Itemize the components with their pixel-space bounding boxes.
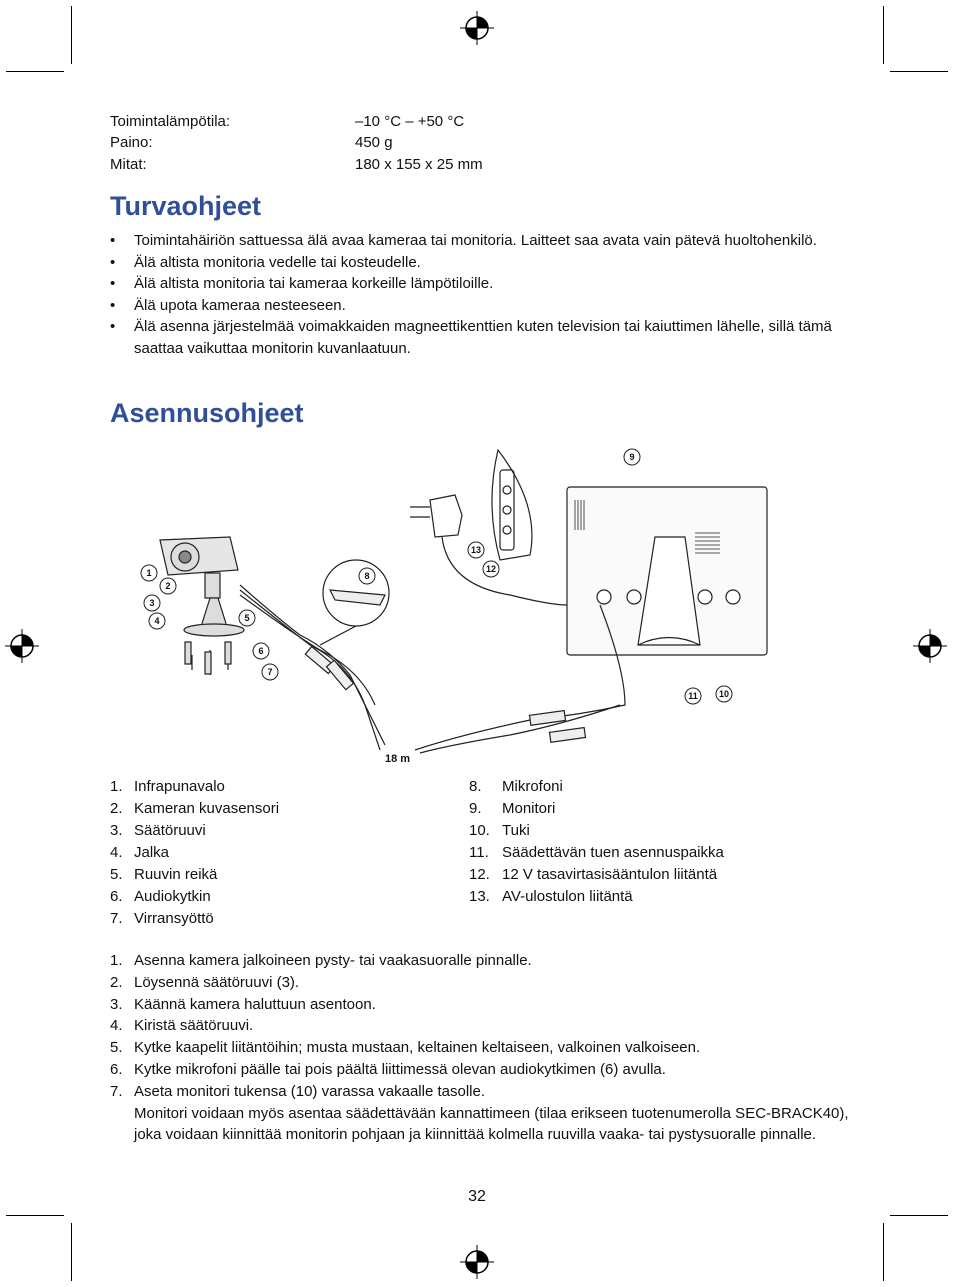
step-text: Aseta monitori tukensa (10) varassa vakaalle tasolle. xyxy=(134,1082,486,1100)
callout-label: 12 xyxy=(485,564,497,574)
item-number: 5. xyxy=(110,866,123,883)
item-number: 10. xyxy=(469,822,490,839)
item-text: Mikrofoni xyxy=(502,778,563,795)
spec-value: 450 g xyxy=(355,134,393,151)
list-item xyxy=(110,886,279,908)
step-extra-text: Monitori voidaan myös asentaa säädettävään kannattimeen (tilaa erikseen tuotenumerolla SEC-BRACK40), joka voidaan kiinnittää monitorin pohjaan ja kiinnittää kolmella ruuvilla vaaka- tai pystysuoralle pinnalle. xyxy=(134,1104,849,1144)
callout-label: 7 xyxy=(267,667,273,677)
callout-label: 10 xyxy=(718,689,730,699)
page-number: 32 xyxy=(468,1188,486,1205)
item-text: 12 V tasavirtasisääntulon liitäntä xyxy=(502,866,718,883)
cable-length-label: 18 m xyxy=(385,753,411,765)
parts-list-right xyxy=(469,776,724,908)
crop-mark xyxy=(71,6,72,64)
step-text: Kiristä säätöruuvi. xyxy=(134,1017,254,1035)
list-item: • Toimintahäiriön sattuessa älä avaa kameraa tai monitoria. Laitteet saa avata vain pätevä huoltohenkilö. xyxy=(110,232,817,249)
item-number: 9. xyxy=(469,800,482,817)
list-item xyxy=(110,972,850,994)
crop-mark xyxy=(890,1215,948,1216)
installation-diagram xyxy=(130,445,790,770)
step-text: Asenna kamera jalkoineen pysty- tai vaakasuoralle pinnalle. xyxy=(134,952,532,969)
crop-mark xyxy=(883,6,884,64)
registration-mark-icon xyxy=(912,628,948,664)
spec-label: Mitat: xyxy=(110,156,147,173)
item-text: Monitori xyxy=(502,800,556,817)
list-item xyxy=(110,776,279,798)
item-text: Audiokytkin xyxy=(134,888,211,905)
spec-value: –10 °C – +50 °C xyxy=(355,113,465,130)
step-text: Kytke mikrofoni päälle tai pois päältä liittimessä olevan audiokytkimen (6) avulla. xyxy=(134,1060,666,1078)
step-number: 1. xyxy=(110,952,123,969)
item-text: Ruuvin reikä xyxy=(134,866,218,883)
item-number: 3. xyxy=(110,822,123,839)
callout-label: 11 xyxy=(688,691,698,701)
registration-mark-icon xyxy=(4,628,40,664)
list-item-text: Älä altista monitoria vedelle tai kosteudelle. xyxy=(134,253,421,271)
callout-label: 2 xyxy=(165,581,171,591)
list-item xyxy=(110,864,279,886)
item-text: Virransyöttö xyxy=(134,910,214,927)
list-item xyxy=(469,864,724,886)
list-item: • Älä altista monitoria vedelle tai kosteudelle. xyxy=(110,253,421,271)
spec-label: Paino: xyxy=(110,134,153,151)
item-number: 13. xyxy=(469,888,490,905)
safety-heading: Turvaohjeet xyxy=(110,191,262,221)
spec-value: 180 x 155 x 25 mm xyxy=(355,156,483,173)
list-item: • Älä altista monitoria tai kameraa korkeille lämpötiloille. xyxy=(110,275,494,292)
registration-mark-icon xyxy=(459,10,495,46)
crop-mark xyxy=(890,71,948,72)
item-number: 11. xyxy=(469,844,489,861)
list-item xyxy=(469,820,724,842)
callout-label: 9 xyxy=(629,452,635,462)
list-item-text: Älä asenna järjestelmää voimakkaiden magneettikenttien kuten television tai kaiuttimen lähelle, sillä tämä saattaa vaikuttaa monitorin kuvanlaatuun. xyxy=(134,318,832,357)
installation-steps xyxy=(110,950,850,1146)
list-item-text: Älä upota kameraa nesteeseen. xyxy=(134,296,346,314)
list-item xyxy=(110,994,850,1016)
item-number: 4. xyxy=(110,844,123,861)
list-item xyxy=(110,798,279,820)
list-item xyxy=(110,842,279,864)
item-text: Säädettävän tuen asennuspaikka xyxy=(502,844,724,861)
callout-label: 8 xyxy=(364,571,370,581)
step-number: 4. xyxy=(110,1017,123,1035)
step-number: 6. xyxy=(110,1060,123,1078)
list-item xyxy=(110,1015,850,1037)
list-item xyxy=(469,798,724,820)
registration-mark-icon xyxy=(459,1244,495,1280)
item-text: Kameran kuvasensori xyxy=(134,800,280,817)
step-number: 2. xyxy=(110,973,123,991)
crop-mark xyxy=(6,71,64,72)
callout-label: 3 xyxy=(149,598,155,608)
item-text: Infrapunavalo xyxy=(134,778,225,795)
crop-mark xyxy=(71,1223,72,1281)
item-text: Säätöruuvi xyxy=(134,822,206,839)
spec-label: Toimintalämpötila: xyxy=(110,113,231,130)
item-number: 7. xyxy=(110,910,123,927)
callout-label: 6 xyxy=(258,646,264,656)
item-number: 6. xyxy=(110,888,123,905)
step-number: 5. xyxy=(110,1039,123,1057)
list-item xyxy=(110,1037,850,1059)
item-number: 1. xyxy=(110,778,123,795)
installation-heading: Asennusohjeet xyxy=(110,398,304,428)
list-item xyxy=(110,950,850,972)
step-text: Kytke kaapelit liitäntöihin; musta mustaan, keltainen keltaiseen, valkoinen valkoiseen. xyxy=(134,1039,701,1057)
callout-label: 1 xyxy=(146,568,152,578)
list-item: • Älä asenna järjestelmää voimakkaiden magneettikenttien kuten television tai kaiuttimen lähelle, sillä tämä saattaa vaikuttaa monitorin kuvanlaatuun. xyxy=(110,318,832,357)
crop-mark xyxy=(883,1223,884,1281)
list-item-text: Älä altista monitoria tai kameraa korkeille lämpötiloille. xyxy=(134,275,494,292)
step-text: Käännä kamera haluttuun asentoon. xyxy=(134,995,376,1013)
callout-label: 4 xyxy=(154,616,160,626)
callout-label: 13 xyxy=(470,545,482,555)
safety-list xyxy=(110,230,850,359)
step-text: Löysennä säätöruuvi (3). xyxy=(134,973,300,991)
step-number: 7. xyxy=(110,1082,123,1100)
item-text: Tuki xyxy=(502,822,530,839)
item-text: AV-ulostulon liitäntä xyxy=(502,888,633,905)
list-item xyxy=(110,1081,850,1146)
list-item xyxy=(110,820,279,842)
parts-list-left xyxy=(110,776,279,930)
list-item xyxy=(110,908,279,930)
power-adapter xyxy=(430,495,462,537)
list-item xyxy=(469,776,724,798)
list-item-text: Toimintahäiriön sattuessa älä avaa kameraa tai monitoria. Laitteet saa avata vain pätevä huoltohenkilö. xyxy=(134,232,817,249)
item-number: 2. xyxy=(110,800,123,817)
callout-label: 5 xyxy=(244,613,250,623)
list-item xyxy=(469,842,724,864)
list-item: • Älä upota kameraa nesteeseen. xyxy=(110,296,346,314)
step-number: 3. xyxy=(110,995,123,1013)
item-number: 12. xyxy=(469,866,490,883)
crop-mark xyxy=(6,1215,64,1216)
item-number: 8. xyxy=(469,778,482,795)
list-item xyxy=(110,1059,850,1081)
monitor-side xyxy=(492,450,532,560)
item-text: Jalka xyxy=(134,844,170,861)
list-item xyxy=(469,886,724,908)
